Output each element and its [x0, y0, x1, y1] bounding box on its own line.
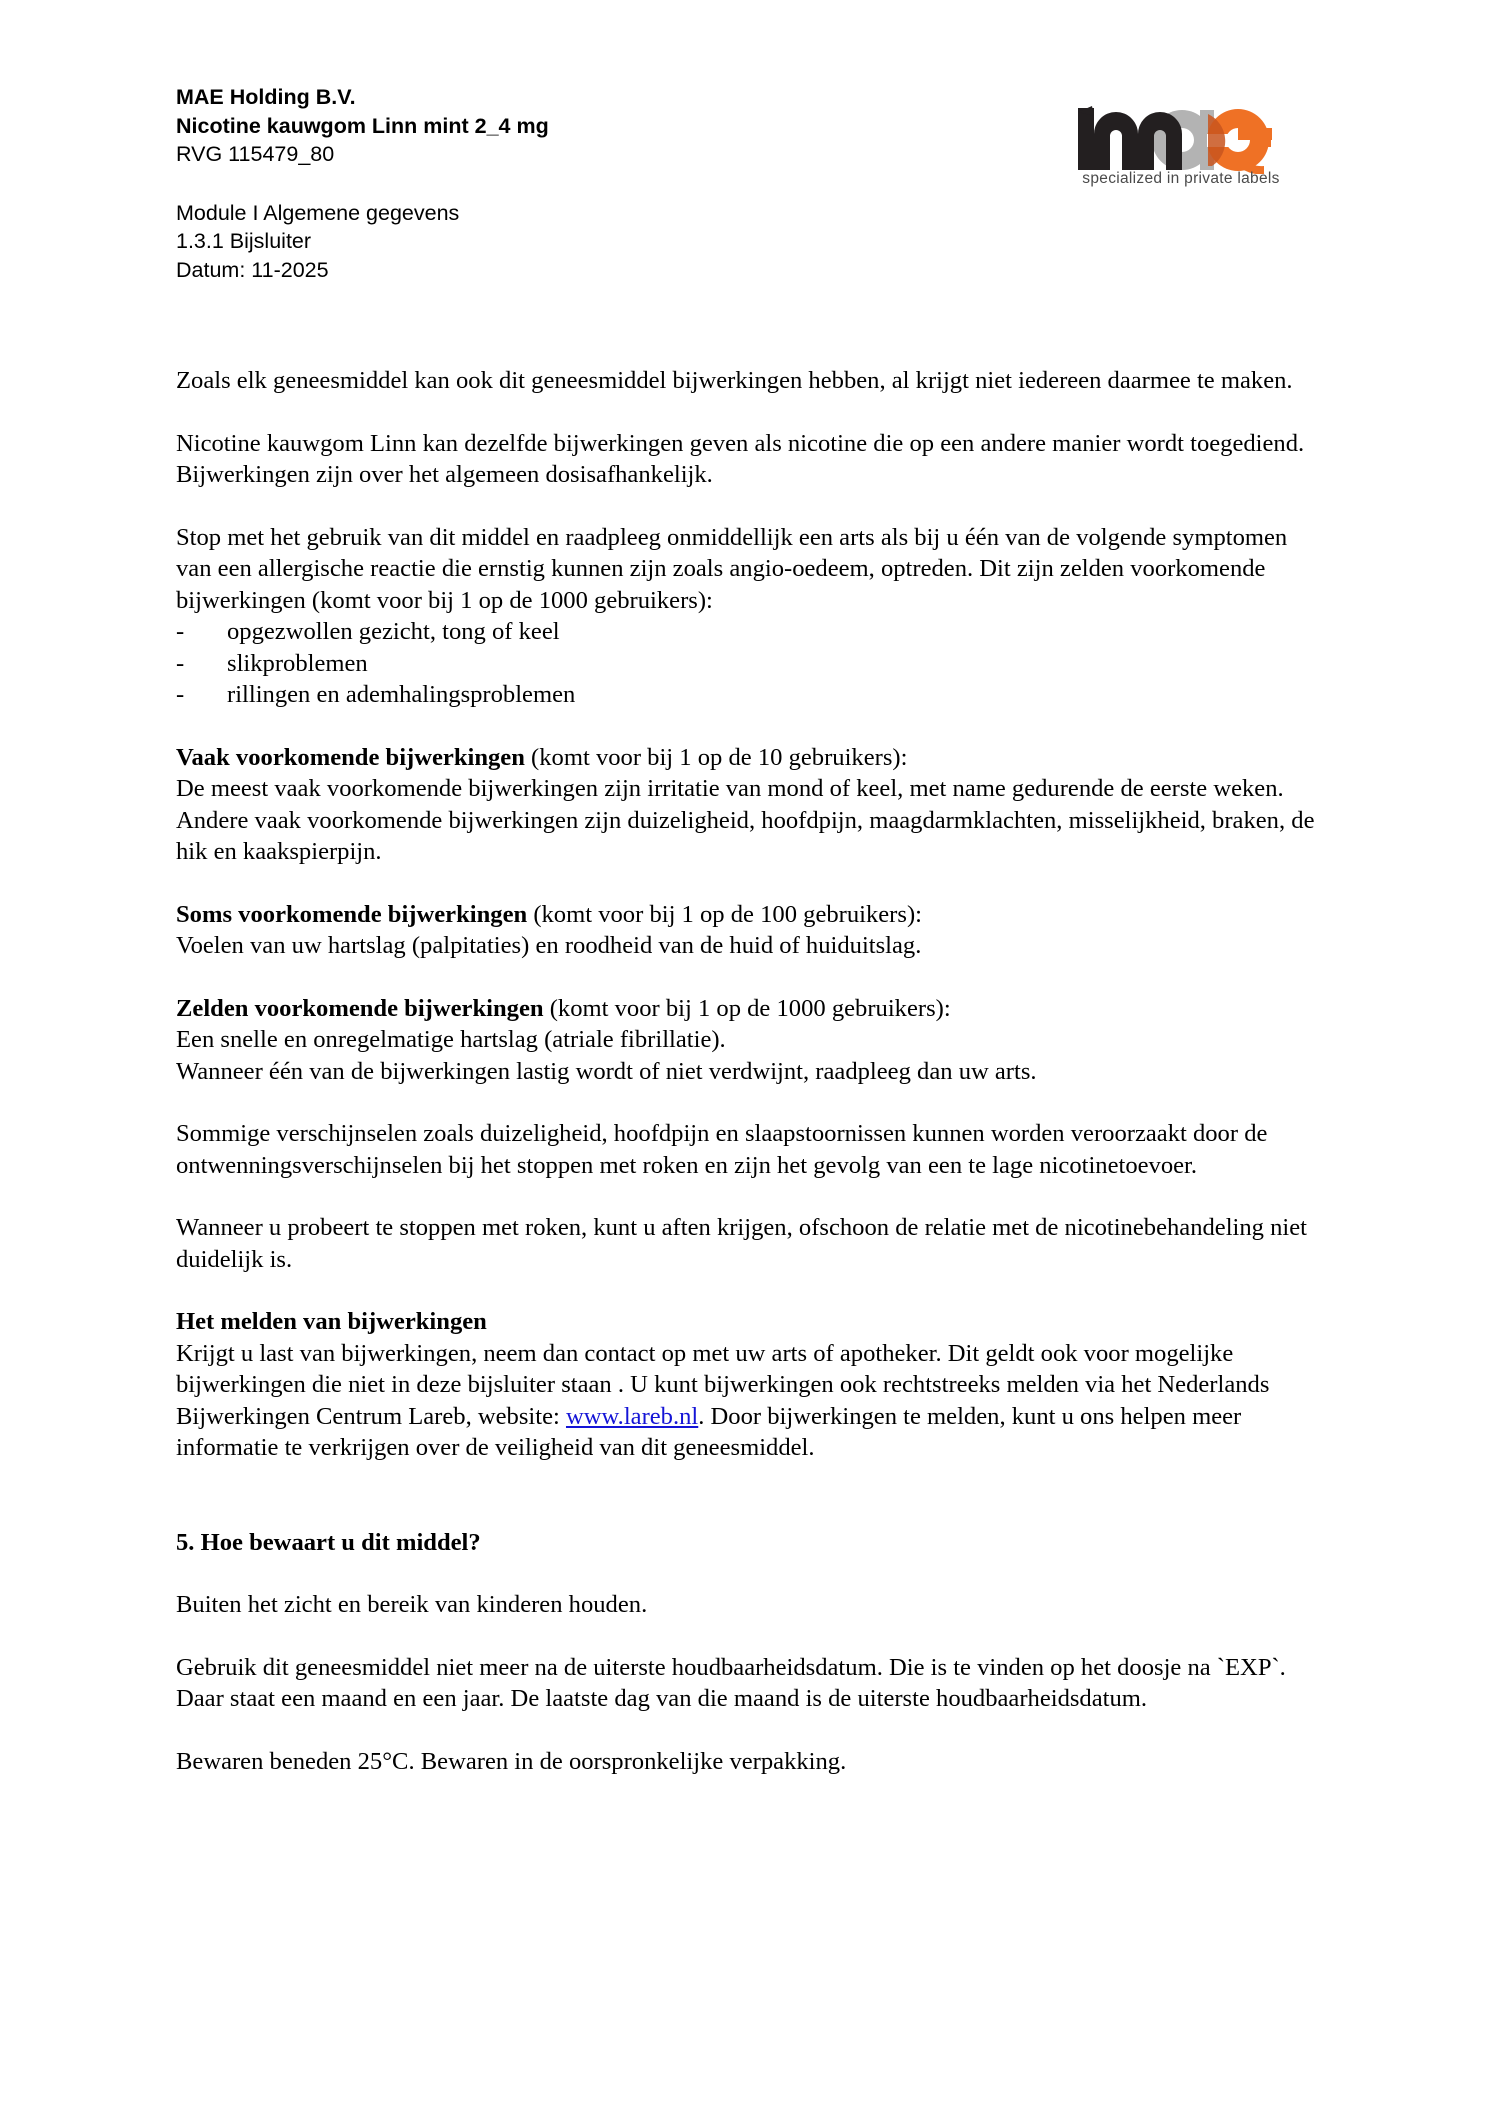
paragraph-intro: Zoals elk geneesmiddel kan ook dit geneesmiddel bijwerkingen hebben, al krijgt niet iedereen daarmee te maken. — [176, 367, 1293, 394]
allergy-symptom-list — [176, 616, 1316, 711]
section-body-text-secondary: Wanneer één van de bijwerkingen lastig wordt of niet verdwijnt, raadpleeg dan uw arts. — [176, 1057, 1037, 1085]
header-module-block — [176, 199, 549, 285]
reporting-text-before-link: Krijgt u last van bijwerkingen, neem dan contact op met uw arts of apotheker. Dit geldt ook voor mogelijke bijwerkingen die niet in deze bijsluiter staan . U kunt bijwerkingen ook rechtstreeks melden via het Nederlands Bijwerkingen Centrum Lareb, website: — [176, 1339, 1270, 1430]
storage-section-heading: 5. Hoe bewaart u dit middel? — [176, 1528, 481, 1556]
logo-tagline: specialized in private labels — [1082, 170, 1280, 187]
module-label: Module I Algemene gegevens — [176, 200, 460, 225]
section-uncommon-side-effects — [176, 899, 1316, 962]
paragraph-expiry-date: Gebruik dit geneesmiddel niet meer na de uiterste houdbaarheidsdatum. Die is te vinden op het doosje na `EXP`. Daar staat een maand en een jaar. De laatste dag van die maand is de uiterste houdbaarheidsdatum. — [176, 1653, 1286, 1712]
section-body-text: Een snelle en onregelmatige hartslag (atriale fibrillatie). — [176, 1026, 726, 1053]
header-text-block — [176, 80, 549, 284]
section-heading-bold: Zelden voorkomende bijwerkingen — [176, 994, 544, 1022]
reporting-text-after-link: . Door bijwerkingen te melden, kunt u ons helpen meer informatie te verkrijgen over de veiligheid van dit geneesmiddel. — [176, 1402, 1242, 1461]
paragraph-mouth-ulcers: Wanneer u probeert te stoppen met roken, kunt u aften krijgen, ofschoon de relatie met de nicotinebehandeling niet duidelijk is. — [176, 1214, 1307, 1273]
paragraph-storage-temperature: Bewaren beneden 25°C. Bewaren in de oorspronkelijke verpakking. — [176, 1747, 847, 1775]
list-item-label: slikproblemen — [227, 649, 368, 677]
logo-letter-m-shape — [1078, 106, 1182, 170]
list-item — [176, 648, 1316, 680]
section-heading-line — [176, 742, 1316, 774]
section-heading-bold: Vaak voorkomende bijwerkingen — [176, 743, 525, 771]
section-common-side-effects — [176, 742, 1316, 868]
company-name: MAE Holding B.V. — [176, 85, 356, 109]
product-name: Nicotine kauwgom Linn mint 2_4 mg — [176, 113, 549, 138]
list-marker: - — [176, 649, 185, 677]
section-body-text: De meest vaak voorkomende bijwerkingen zijn irritatie van mond of keel, met name gedurende de eerste weken. Andere vaak voorkomende bijwerkingen zijn duizeligheid, hoofdpijn, maagdarmklachten, misselijkheid, braken, de hik en kaakspierpijn. — [176, 775, 1315, 865]
paragraph-withdrawal-symptoms: Sommige verschijnselen zoals duizeligheid, hoofdpijn en slaapstoornissen kunnen worden veroorzaakt door de ontwenningsverschijnselen bij het stoppen met roken en zijn het gevolg van een te lage nicotinetoevoer. — [176, 1120, 1268, 1179]
document-body — [176, 365, 1316, 1808]
section-label: 1.3.1 Bijsluiter — [176, 229, 312, 253]
section-heading-line — [176, 993, 1316, 1025]
header-identification — [176, 80, 549, 169]
section-heading-line — [176, 899, 1316, 931]
paragraph-stop-use: Stop met het gebruik van dit middel en raadpleeg onmiddellijk een arts als bij u één van de volgende symptomen van een allergische reactie die ernstig kunnen zijn zoals angio-oedeem, optreden. Dit zijn zelden voorkomende bijwerkingen (komt voor bij 1 op de 1000 gebruikers): — [176, 523, 1288, 614]
section-heading-frequency: (komt voor bij 1 op de 10 gebruikers): — [524, 743, 908, 771]
reporting-text — [176, 1338, 1316, 1464]
mae-logo — [1042, 82, 1304, 200]
document-header — [176, 80, 1326, 284]
list-item-label: opgezwollen gezicht, tong of keel — [227, 618, 560, 645]
section-spacer — [176, 1495, 1316, 1527]
list-marker: - — [176, 681, 185, 708]
list-item — [176, 679, 1316, 711]
section-body-text: Voelen van uw hartslag (palpitaties) en roodheid van de huid of huiduitslag. — [176, 932, 922, 959]
section-reporting-side-effects — [176, 1306, 1316, 1464]
document-date: Datum: 11-2025 — [176, 257, 329, 282]
section-heading-bold: Soms voorkomende bijwerkingen — [176, 900, 528, 928]
registration-number: RVG 115479_80 — [176, 142, 335, 166]
reporting-heading: Het melden van bijwerkingen — [176, 1308, 487, 1335]
list-item-label: rillingen en ademhalingsproblemen — [227, 681, 576, 708]
list-item — [176, 616, 1316, 648]
section-rare-side-effects — [176, 993, 1316, 1088]
section-heading-frequency: (komt voor bij 1 op de 1000 gebruikers): — [543, 994, 951, 1022]
paragraph-same-effects: Nicotine kauwgom Linn kan dezelfde bijwerkingen geven als nicotine die op een andere manier wordt toegediend. Bijwerkingen zijn over het algemeen dosisafhankelijk. — [176, 429, 1305, 488]
section-heading-frequency: (komt voor bij 1 op de 100 gebruikers): — [527, 900, 922, 928]
lareb-website-link[interactable]: www.lareb.nl — [565, 1402, 699, 1430]
paragraph-keep-from-children: Buiten het zicht en bereik van kinderen houden. — [176, 1591, 648, 1618]
list-marker: - — [176, 618, 185, 645]
mae-wordmark-icon — [1042, 82, 1304, 172]
